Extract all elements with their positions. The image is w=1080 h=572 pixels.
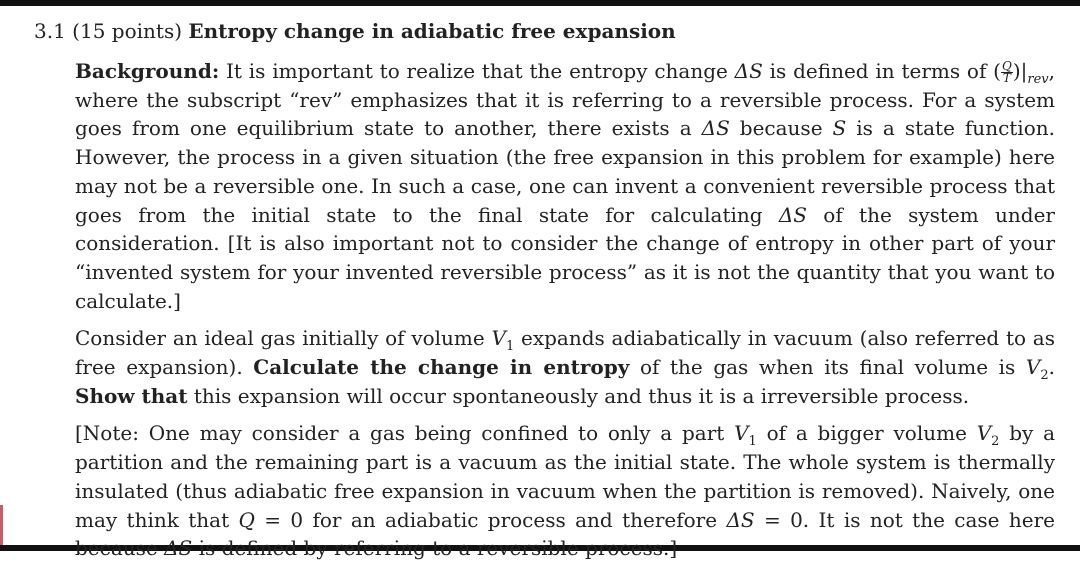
text-span: of a bigger volume <box>756 421 977 446</box>
text-span: expands adiabatically in vacuum (also referred to as free expansion). <box>75 326 1055 380</box>
background-label: Background: <box>75 59 220 83</box>
math-s: S <box>832 116 847 141</box>
text-span: , where the subscript “rev” emphasizes that it is referring to a reversible process. For a system goes from one equilibrium state to another, there exists a <box>75 59 1055 141</box>
task-bold: Show that <box>75 383 188 408</box>
text-span: [Note: One may consider a gas being confined to only a part <box>75 421 735 446</box>
text-span: of the gas when its final volume is <box>629 355 1026 380</box>
subscript: 2 <box>1040 368 1049 384</box>
text-span: )| <box>1012 59 1028 83</box>
problem-number: 3.1 <box>34 19 66 43</box>
text-span: this expansion will occur spontaneously and thus it is a irreversible process. <box>187 383 970 408</box>
subscript: 1 <box>505 339 515 355</box>
subscript: 2 <box>991 434 1000 450</box>
text-span: is defined by referring to a reversible process.] <box>192 536 678 561</box>
text-span: = 0. It is not the case here because <box>75 507 1055 561</box>
background-paragraph <box>75 57 1055 315</box>
text-span: is a state function. However, the process in a given situation (the free expansion in this problem for example) here may not be a reversible one. In such a case, one can invent a convenient reversible process that goes from the initial state to the final state for calculating <box>75 116 1055 227</box>
math-v: V <box>491 326 506 351</box>
problem-title: Entropy change in adiabatic free expansion <box>188 19 676 43</box>
math-v: V <box>1025 355 1041 380</box>
task-bold: Calculate the change in entropy <box>253 355 630 380</box>
text-span: of the system under consideration. [It is also important not to consider the change of entropy in other part of your “invented system for your invented reversible process” as it is not the quantity that you want to calculate.] <box>75 202 1055 313</box>
subscript-rev: rev <box>1027 72 1049 87</box>
math-delta-s: ΔS <box>778 202 808 227</box>
math-v: V <box>734 421 749 446</box>
subscript: 1 <box>748 434 757 450</box>
text-span: because <box>729 116 833 141</box>
text-span: by a partition and the remaining part is a vacuum as the initial state. The whole system is thermally insulated (thus adiabatic free expansion in vacuum when the partition is removed). Naively, one may think that <box>75 421 1055 532</box>
math-delta-s: ΔS <box>734 59 763 83</box>
math-v: V <box>976 421 992 446</box>
text-span: is defined in terms of ( <box>762 59 1001 83</box>
problem-points: (15 points) <box>72 19 183 43</box>
problem-body <box>75 57 1055 572</box>
top-border <box>0 0 1080 6</box>
math-q: Q <box>238 507 255 532</box>
text-span: Consider an ideal gas initially of volume <box>75 326 492 351</box>
text-span: It is important to realize that the entropy change <box>219 59 735 83</box>
text-span: . <box>1048 355 1055 380</box>
math-delta-s: ΔS <box>701 116 730 141</box>
math-delta-s: ΔS <box>726 507 755 532</box>
text-span: = 0 for an adiabatic process and therefore <box>254 507 727 532</box>
math-delta-s: ΔS <box>164 536 193 561</box>
question-paragraph <box>75 324 1055 410</box>
note-paragraph <box>75 419 1055 563</box>
fraction-numerator: Q <box>1001 59 1012 73</box>
problem-header <box>34 18 676 44</box>
left-edge-marker <box>0 505 3 545</box>
fraction-denominator: T <box>1002 71 1011 85</box>
fraction-q-over-t <box>1001 61 1013 84</box>
